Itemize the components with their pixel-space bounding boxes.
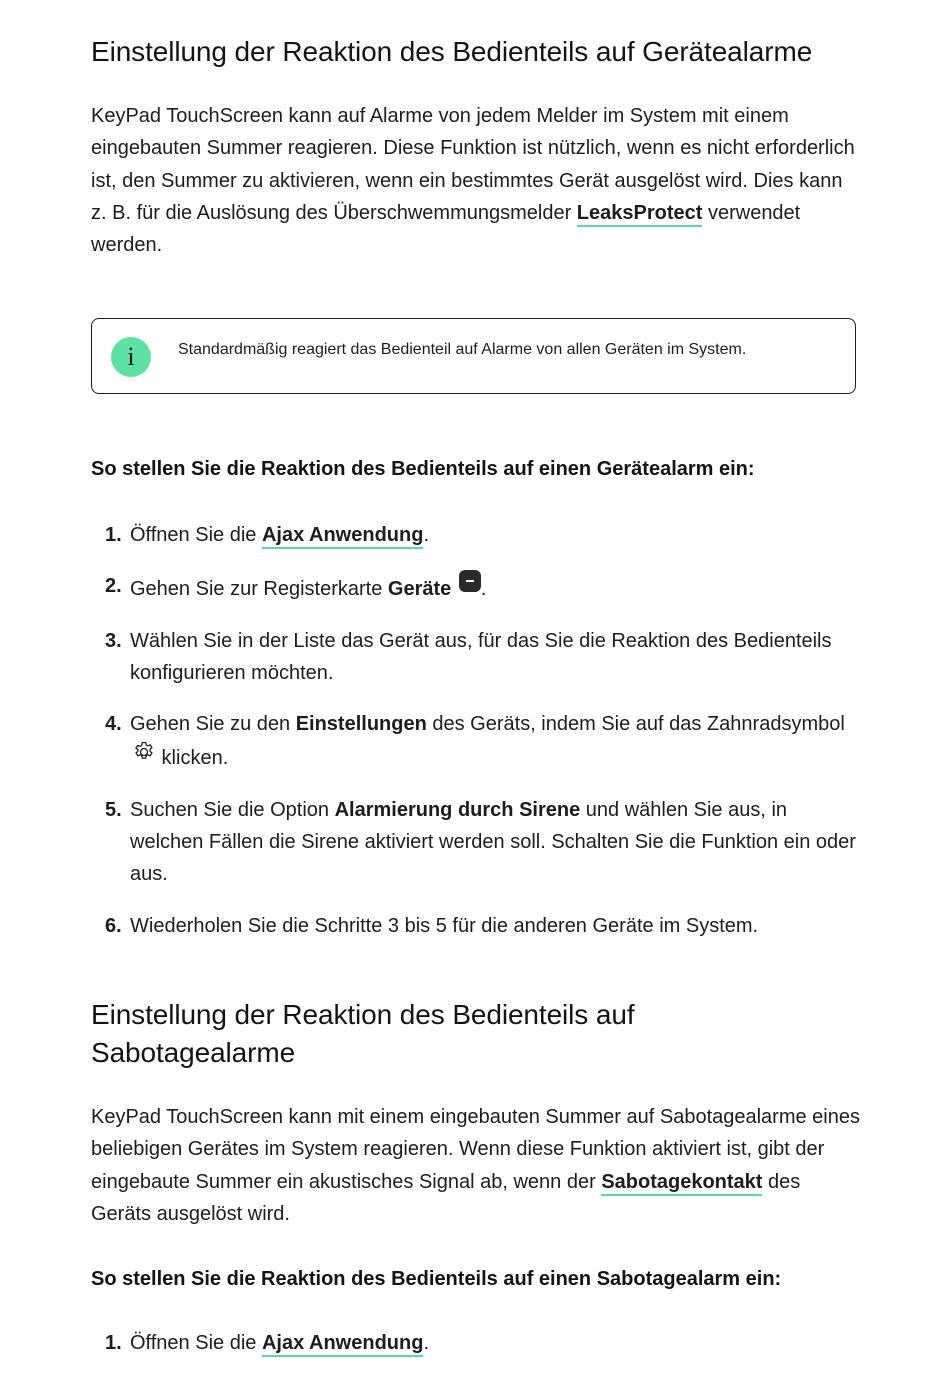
step-text-end: klicken. (156, 747, 229, 770)
info-callout (91, 318, 856, 394)
steps-heading-tamper-alarm: So stellen Sie die Reaktion des Bedienteils auf einen Sabotagealarm ein: (91, 1268, 782, 1290)
steps-list-tamper-alarm (91, 1327, 861, 1378)
step-text: Suchen Sie die Option (130, 798, 335, 821)
intro-paragraph-device-alarms (91, 100, 861, 261)
step-text-end: . (423, 1332, 429, 1354)
step-number: 6. (105, 914, 122, 937)
step-text-end: . (423, 524, 429, 546)
settings-label: Einstellungen (295, 713, 427, 736)
list-item (91, 625, 861, 690)
step-number: 1. (105, 1332, 122, 1354)
ajax-app-link[interactable]: Ajax Anwendung (262, 1332, 423, 1357)
step-number: 4. (105, 713, 122, 736)
steps-heading-device-alarm: So stellen Sie die Reaktion des Bedienteils auf einen Gerätealarm ein: (91, 458, 755, 480)
step-text: Gehen Sie zur Registerkarte (130, 578, 388, 601)
list-item (91, 794, 861, 891)
list-item (91, 910, 861, 942)
step-text-end: und wählen Sie aus, in welchen Fällen die Sirene aktiviert werden soll. Schalten Sie die Funktion ein oder aus. (130, 798, 856, 886)
devices-tab-label: Geräte (387, 578, 452, 601)
siren-option-label: Alarmierung durch Sirene (334, 798, 581, 821)
step-text: Wiederholen Sie die Schritte 3 bis 5 für die anderen Geräte im System. (130, 914, 759, 937)
info-callout-text: Standardmäßig reagiert das Bedienteil auf Alarme von allen Geräten im System. (178, 341, 747, 358)
step-number: 1. (105, 524, 122, 546)
step-number: 3. (105, 629, 122, 652)
step-text: Gehen Sie zu den (130, 713, 296, 736)
paragraph-text: KeyPad TouchScreen kann mit einem eingebauten Summer auf Sabotagealarme eines beliebigen Gerätes im System reagieren. Wenn diese Funktion aktiviert ist, gibt der eingebaute Summer ein akustisches Signal ab, wenn der (91, 1106, 860, 1193)
list-item (91, 570, 861, 605)
step-text: Öffnen Sie die (130, 1332, 262, 1354)
step-text: Öffnen Sie die (130, 524, 262, 546)
ajax-app-link[interactable]: Ajax Anwendung (262, 524, 423, 549)
step-text-mid: des Geräts, indem Sie auf das Zahnradsymbol (426, 713, 845, 736)
section-heading-device-alarms: Einstellung der Reaktion des Bedienteils auf Gerätealarme (91, 36, 813, 67)
steps-list-device-alarm (91, 519, 861, 961)
paragraph-text-end: verwendet werden. (91, 201, 801, 257)
info-icon: i (111, 337, 151, 377)
tamper-contact-link[interactable]: Sabotagekontakt (601, 1171, 762, 1196)
list-item (91, 1327, 861, 1359)
list-item (91, 519, 861, 551)
step-number: 5. (105, 798, 122, 821)
step-number: 2. (105, 575, 122, 598)
paragraph-text-end: des Geräts ausgelöst wird. (91, 1170, 801, 1225)
paragraph-text: KeyPad TouchScreen kann auf Alarme von jedem Melder im System mit einem eingebauten Summer reagieren. Diese Funktion ist nützlich, wenn es nicht erforderlich ist, den Summer zu aktivieren, wenn ein bestimmtes Gerät ausgelöst wird. Dies kann z. B. für die Auslösung des Überschwemmungsmelder (91, 105, 855, 224)
devices-tab-icon (459, 570, 481, 592)
leaksprotect-link[interactable]: LeaksProtect (577, 202, 703, 227)
list-item (91, 708, 861, 775)
step-text: Wählen Sie in der Liste das Gerät aus, für das Sie die Reaktion des Bedienteils konfigurieren möchten. (130, 629, 832, 684)
section-heading-tamper-alarms: Einstellung der Reaktion des Bedienteils auf Sabotagealarme (91, 999, 635, 1068)
intro-paragraph-tamper-alarms (91, 1101, 861, 1230)
gear-icon (132, 740, 156, 764)
step-text-end: . (480, 578, 487, 601)
